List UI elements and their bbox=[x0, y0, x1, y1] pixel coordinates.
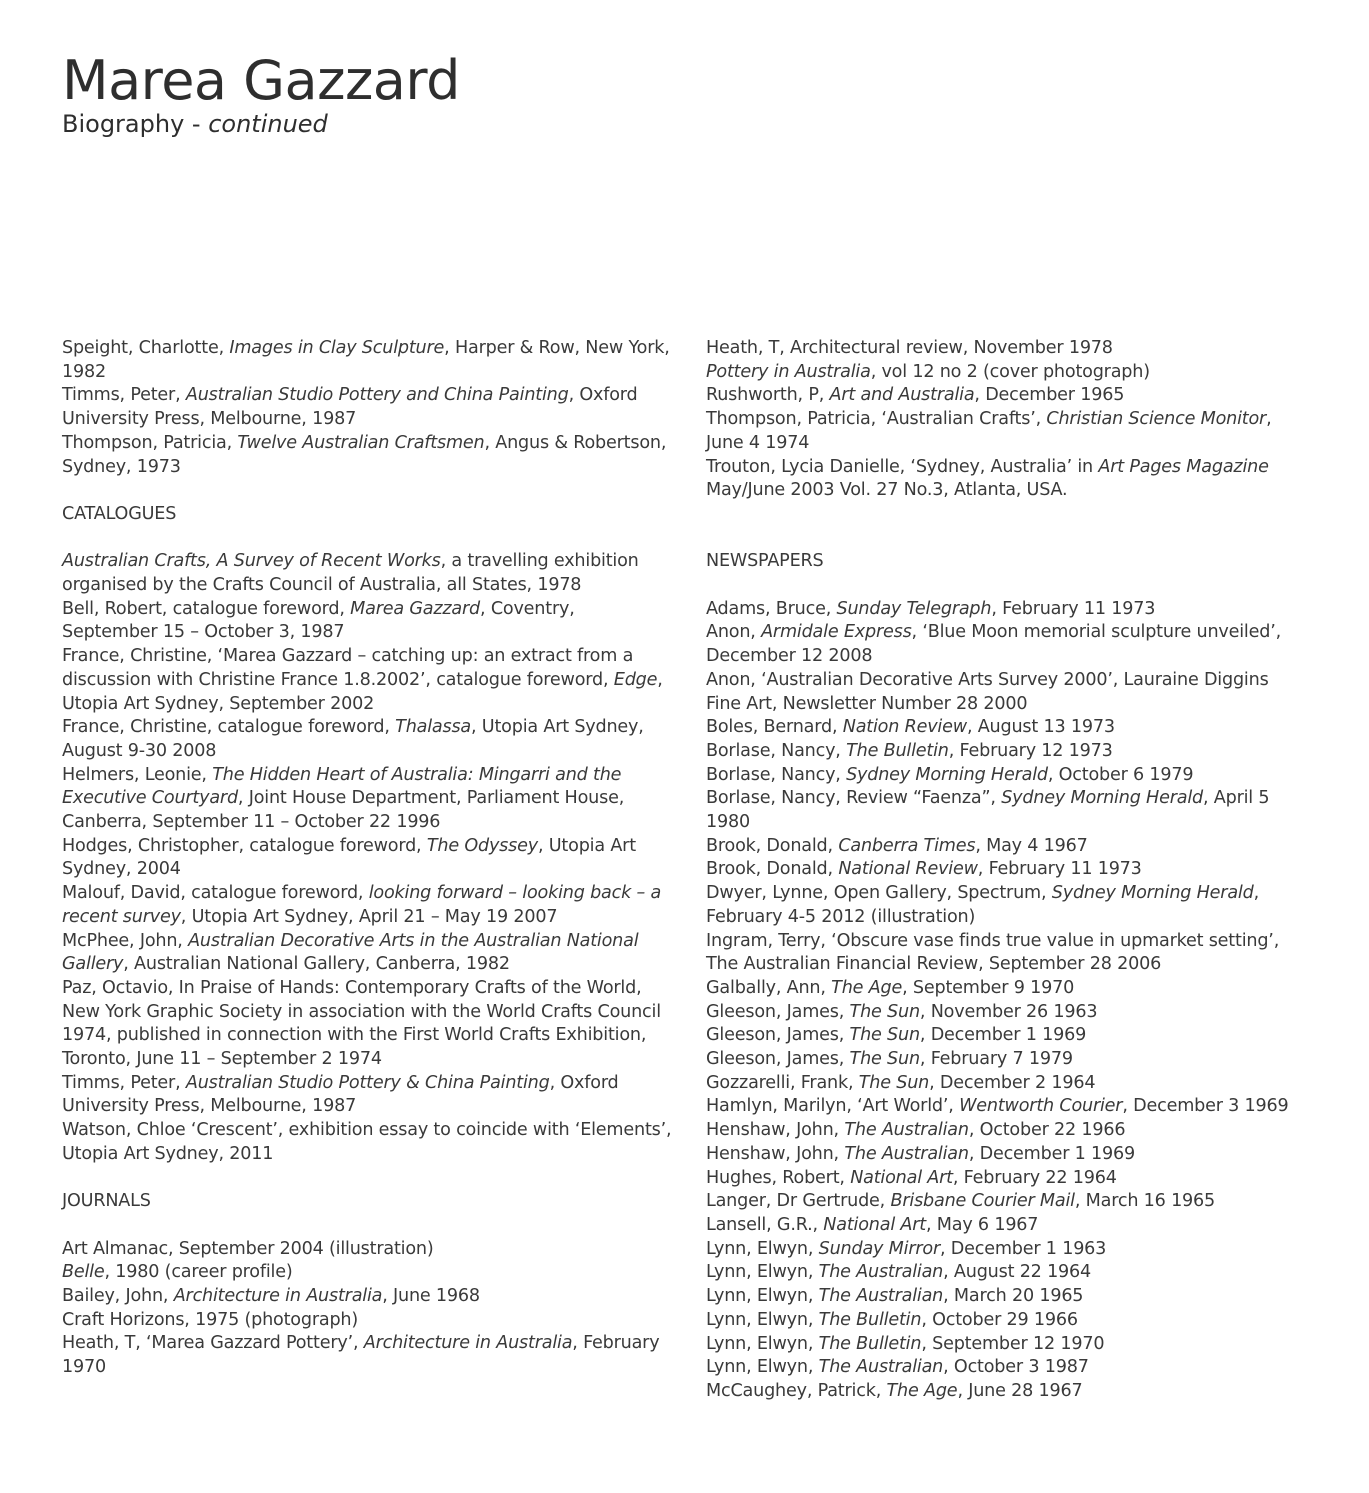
newspapers-list bbox=[706, 598, 1306, 1404]
entry-text: Brook, Donald, bbox=[706, 835, 839, 856]
journals-heading: JOURNALS bbox=[62, 1191, 151, 1212]
entry-text: Speight, Charlotte, bbox=[62, 338, 230, 358]
entry-text: , Utopia Art Sydney, August 9-30 2008 bbox=[62, 717, 644, 761]
entry-text: , Utopia Art Sydney, 2004 bbox=[62, 835, 636, 880]
left-column bbox=[62, 337, 672, 1380]
entry-text: Lansell, G.R., bbox=[706, 1214, 824, 1235]
bibliography-entry bbox=[62, 1072, 672, 1119]
entry-text: , a travelling exhibition organised by the Crafts Council of Australia, all States, 1978 bbox=[62, 551, 639, 595]
entry-text: Helmers, Leonie, bbox=[62, 764, 213, 785]
bibliography-entry bbox=[706, 1380, 1306, 1404]
entry-text: Lynn, Elwyn, bbox=[706, 1262, 819, 1283]
bibliography-entry bbox=[706, 1048, 1306, 1072]
entry-title-italic: Belle bbox=[62, 1262, 105, 1283]
entry-title-italic: Sunday Mirror bbox=[818, 1238, 940, 1259]
entry-text: Dwyer, Lynne, Open Gallery, Spectrum, bbox=[706, 883, 1052, 904]
entry-title-italic: Christian Science Monitor bbox=[1046, 409, 1267, 430]
entry-text: Bailey, John, bbox=[62, 1286, 174, 1307]
bibliography-entry bbox=[62, 716, 672, 763]
bibliography-entry bbox=[62, 882, 672, 929]
entry-text: , May 4 1967 bbox=[975, 835, 1088, 856]
entry-text: Brook, Donald, bbox=[706, 859, 839, 880]
entry-title-italic: Australian Decorative Arts in the Australian National Gallery bbox=[62, 930, 639, 975]
page-subtitle bbox=[62, 110, 460, 138]
entry-title-italic: Canberra Times bbox=[838, 835, 976, 856]
entry-text: France, Christine, ‘Marea Gazzard – catching up: an extract from a discussion with Christine France 1.8.2002’, catalogue foreword, bbox=[62, 646, 634, 690]
entry-title-italic: Australian Studio Pottery and China Painting bbox=[185, 385, 569, 406]
entry-title-italic: Pottery in Australia bbox=[706, 361, 871, 382]
entry-text: Timms, Peter, bbox=[62, 385, 186, 406]
entry-text: Borlase, Nancy, bbox=[706, 740, 847, 761]
entry-title-italic: Marea Gazzard bbox=[350, 598, 481, 619]
bibliography-entry bbox=[706, 787, 1306, 834]
entry-text: , February 7 1979 bbox=[919, 1049, 1073, 1070]
bibliography-entry bbox=[62, 384, 672, 431]
entry-text: Henshaw, John, bbox=[706, 1120, 845, 1141]
entry-title-italic: Art Pages Magazine bbox=[1098, 456, 1269, 477]
entry-text: Langer, Dr Gertrude, bbox=[706, 1191, 891, 1212]
entry-text: , February 4-5 2012 (illustration) bbox=[706, 883, 1259, 927]
entry-text: , December 3 1969 bbox=[1122, 1096, 1289, 1117]
bibliography-entry bbox=[706, 1119, 1306, 1143]
bibliography-entry bbox=[62, 598, 672, 645]
entry-title-italic: Architecture in Australia bbox=[363, 1333, 573, 1354]
entry-title-italic: Thalassa bbox=[395, 717, 472, 738]
entry-title-italic: Wentworth Courier bbox=[959, 1096, 1123, 1117]
entry-text: , May 6 1967 bbox=[925, 1214, 1039, 1235]
entry-title-italic: Australian Studio Pottery & China Painting bbox=[185, 1072, 550, 1093]
entry-text: Lynn, Elwyn, bbox=[706, 1333, 819, 1354]
bibliography-entry bbox=[62, 1261, 672, 1285]
entry-text: France, Christine, catalogue foreword, bbox=[62, 717, 396, 738]
entry-text: , Utopia Art Sydney, September 2002 bbox=[62, 669, 663, 714]
entry-title-italic: The Sun bbox=[849, 1025, 920, 1046]
entry-title-italic: The Sun bbox=[849, 1049, 920, 1070]
bibliography-entry bbox=[706, 456, 1306, 503]
entry-text: Watson, Chloe ‘Crescent’, exhibition essay to coincide with ‘Elements’, Utopia Art Sydney, 2011 bbox=[62, 1120, 672, 1164]
entry-text: , Joint House Department, Parliament House, Canberra, September 11 – October 22 1996 bbox=[62, 788, 625, 833]
entry-text: , vol 12 no 2 (cover photograph) bbox=[870, 361, 1150, 382]
entry-text: , ‘Blue Moon memorial sculpture unveiled’, December 12 2008 bbox=[706, 622, 1281, 667]
entry-text: , October 29 1966 bbox=[921, 1309, 1078, 1330]
entry-text: , October 22 1966 bbox=[968, 1120, 1126, 1141]
entry-text: Heath, T, Architectural review, November 1978 bbox=[706, 338, 1113, 358]
entry-text: , August 13 1973 bbox=[966, 717, 1115, 738]
entry-title-italic: The Australian bbox=[844, 1143, 969, 1164]
entry-text: , September 9 1970 bbox=[902, 977, 1075, 998]
entry-text: Lynn, Elwyn, bbox=[706, 1286, 819, 1307]
entry-text: Trouton, Lycia Danielle, ‘Sydney, Australia’ in bbox=[706, 456, 1099, 477]
bibliography-entry bbox=[706, 1024, 1306, 1048]
entry-title-italic: The Australian bbox=[844, 1120, 969, 1141]
bibliography-entry bbox=[62, 930, 672, 977]
entry-title-italic: Architecture in Australia bbox=[173, 1286, 383, 1307]
entry-text: , June 1968 bbox=[382, 1286, 480, 1307]
entry-text: Adams, Bruce, bbox=[706, 598, 837, 619]
bibliography-entry bbox=[62, 1332, 672, 1379]
bibliography-entry bbox=[706, 1333, 1306, 1357]
entry-text: Ingram, Terry, ‘Obscure vase finds true value in upmarket setting’, The Australian Financial Review, September 28 2006 bbox=[706, 930, 1280, 975]
bibliography-entry bbox=[706, 621, 1306, 668]
bibliography-entry bbox=[706, 1309, 1306, 1333]
entry-text: Art Almanac, September 2004 (illustration) bbox=[62, 1238, 434, 1259]
entry-text: Hughes, Robert, bbox=[706, 1167, 851, 1188]
entry-text: Malouf, David, catalogue foreword, bbox=[62, 883, 369, 904]
entry-text: , November 26 1963 bbox=[919, 1001, 1098, 1022]
bibliography-entry bbox=[706, 882, 1306, 929]
entry-text: May/June 2003 Vol. 27 No.3, Atlanta, USA. bbox=[706, 480, 1068, 501]
bibliography-entry bbox=[62, 645, 672, 716]
right-column bbox=[706, 337, 1306, 1404]
entry-text: , Oxford University Press, Melbourne, 1987 bbox=[62, 1072, 619, 1117]
entry-title-italic: The Australian bbox=[818, 1262, 944, 1283]
bibliography-entry bbox=[706, 740, 1306, 764]
entry-text: , Oxford University Press, Melbourne, 1987 bbox=[62, 385, 638, 430]
catalogues-list bbox=[62, 550, 672, 1166]
entry-title-italic: The Bulletin bbox=[818, 1333, 922, 1354]
bibliography-entry bbox=[706, 835, 1306, 859]
bibliography-entry bbox=[62, 1119, 672, 1166]
entry-text: Henshaw, John, bbox=[706, 1143, 845, 1164]
entry-text: Thompson, Patricia, bbox=[62, 432, 238, 453]
entry-text: , Angus & Robertson, Sydney, 1973 bbox=[62, 432, 667, 477]
bibliography-entry bbox=[706, 1356, 1306, 1380]
subtitle-continued: continued bbox=[208, 110, 328, 138]
bibliography-entry bbox=[62, 337, 672, 384]
entry-text: Lynn, Elwyn, bbox=[706, 1309, 819, 1330]
entry-title-italic: The Australian bbox=[818, 1357, 944, 1378]
entry-title-italic: Brisbane Courier Mail bbox=[890, 1191, 1075, 1212]
entry-title-italic: The Age bbox=[886, 1380, 958, 1401]
entry-text: , March 20 1965 bbox=[943, 1286, 1084, 1307]
entry-text: Lynn, Elwyn, bbox=[706, 1238, 819, 1259]
entry-text: Craft Horizons, 1975 (photograph) bbox=[62, 1309, 359, 1330]
entry-title-italic: Twelve Australian Craftsmen bbox=[237, 432, 485, 453]
entry-text: , December 1 1969 bbox=[968, 1143, 1135, 1164]
entry-text: , October 3 1987 bbox=[943, 1357, 1089, 1378]
entry-text: , June 28 1967 bbox=[957, 1380, 1083, 1401]
bibliography-entry bbox=[62, 764, 672, 835]
entry-text: , December 1965 bbox=[974, 385, 1125, 406]
entry-text: Boles, Bernard, bbox=[706, 717, 843, 738]
bibliography-entry bbox=[706, 1095, 1306, 1119]
entry-title-italic: The Bulletin bbox=[818, 1309, 922, 1330]
bibliography-entry bbox=[706, 1167, 1306, 1191]
entry-title-italic: National Review bbox=[838, 859, 978, 880]
entry-text: Gleeson, James, bbox=[706, 1001, 850, 1022]
entry-text: Bell, Robert, catalogue foreword, bbox=[62, 598, 351, 619]
bibliography-entry bbox=[62, 1309, 672, 1333]
entry-title-italic: Nation Review bbox=[842, 717, 967, 738]
bibliography-entry bbox=[706, 384, 1306, 408]
entry-text: Galbally, Ann, bbox=[706, 977, 832, 998]
entry-title-italic: Australian Crafts, A Survey of Recent Works bbox=[62, 551, 441, 572]
entry-title-italic: The Sun bbox=[849, 1001, 920, 1022]
entry-title-italic: The Australian bbox=[818, 1286, 944, 1307]
entry-title-italic: The Bulletin bbox=[846, 740, 949, 761]
entry-text: , September 12 1970 bbox=[921, 1333, 1105, 1354]
entry-text: Thompson, Patricia, ‘Australian Crafts’, bbox=[706, 409, 1047, 430]
entry-title-italic: Sydney Morning Herald bbox=[1001, 788, 1203, 809]
entry-text: McCaughey, Patrick, bbox=[706, 1380, 887, 1401]
bibliography-entry bbox=[706, 977, 1306, 1001]
bibliography-entry bbox=[62, 1285, 672, 1309]
bibliography-entry bbox=[706, 361, 1306, 385]
entry-text: Gleeson, James, bbox=[706, 1025, 850, 1046]
bibliography-entry bbox=[706, 1214, 1306, 1238]
bibliography-entry bbox=[706, 764, 1306, 788]
bibliography-entry bbox=[706, 716, 1306, 740]
entry-text: Anon, ‘Australian Decorative Arts Survey 2000’, Lauraine Diggins Fine Art, Newsletter Number 28 2000 bbox=[706, 669, 1269, 714]
bibliography-entry bbox=[706, 1001, 1306, 1025]
entry-title-italic: The Odyssey bbox=[426, 835, 538, 856]
entry-title-italic: Sunday Telegraph bbox=[836, 598, 992, 619]
entry-text: McPhee, John, bbox=[62, 930, 189, 951]
entry-text: Timms, Peter, bbox=[62, 1072, 186, 1093]
entry-text: , December 1 1969 bbox=[919, 1025, 1087, 1046]
entry-text: Heath, T, ‘Marea Gazzard Pottery’, bbox=[62, 1333, 364, 1354]
entry-title-italic: National Art bbox=[823, 1214, 926, 1235]
bibliography-entry bbox=[62, 550, 672, 597]
bibliography-entry bbox=[706, 669, 1306, 716]
entry-title-italic: looking forward – looking back – a recent survey bbox=[62, 883, 662, 927]
entry-text: , March 16 1965 bbox=[1074, 1191, 1216, 1212]
entry-title-italic: Edge bbox=[613, 669, 658, 690]
entry-text: , October 6 1979 bbox=[1047, 764, 1194, 785]
page-title: Marea Gazzard bbox=[62, 49, 460, 112]
entry-text: , February 12 1973 bbox=[948, 740, 1113, 761]
bibliography-entry bbox=[706, 1238, 1306, 1262]
entry-text: Gleeson, James, bbox=[706, 1049, 850, 1070]
entry-title-italic: The Hidden Heart of Australia: Mingarri and the Executive Courtyard bbox=[62, 764, 622, 809]
entry-text: , December 1 1963 bbox=[940, 1238, 1107, 1259]
journals-cont-list bbox=[706, 337, 1306, 503]
entry-text: , February 1970 bbox=[62, 1333, 660, 1378]
page-header bbox=[62, 50, 460, 138]
bibliography-entry bbox=[706, 1190, 1306, 1214]
journals-list bbox=[62, 1238, 672, 1380]
bibliography-entry bbox=[706, 1072, 1306, 1096]
entry-text: , Australian National Gallery, Canberra, 1982 bbox=[123, 954, 510, 975]
books-list bbox=[62, 337, 672, 479]
entry-title-italic: Images in Clay Sculpture bbox=[229, 338, 445, 358]
entry-text: , February 11 1973 bbox=[977, 859, 1142, 880]
entry-text: , Harper & Row, New York, 1982 bbox=[62, 338, 670, 382]
bibliography-entry bbox=[62, 835, 672, 882]
entry-text: , August 22 1964 bbox=[943, 1262, 1092, 1283]
entry-text: Lynn, Elwyn, bbox=[706, 1357, 819, 1378]
entry-text: , February 11 1973 bbox=[991, 598, 1156, 619]
entry-title-italic: The Age bbox=[831, 977, 903, 998]
entry-title-italic: National Art bbox=[850, 1167, 953, 1188]
newspapers-heading: NEWSPAPERS bbox=[706, 551, 824, 572]
entry-text: Hodges, Christopher, catalogue foreword, bbox=[62, 835, 427, 856]
entry-text: , Coventry, September 15 – October 3, 1987 bbox=[62, 598, 575, 643]
entry-text: , June 4 1974 bbox=[706, 409, 1272, 453]
entry-text: Rushworth, P, bbox=[706, 385, 830, 406]
bibliography-entry bbox=[706, 1261, 1306, 1285]
entry-text: , Utopia Art Sydney, April 21 – May 19 2007 bbox=[180, 906, 558, 927]
catalogues-heading: CATALOGUES bbox=[62, 503, 177, 524]
entry-text: Paz, Octavio, In Praise of Hands: Contemporary Crafts of the World, New York Graphic Society in association with the World Crafts Council 1974, published in connection with the First World Crafts Exhibition, Toronto, June 11 – September 2 1974 bbox=[62, 977, 661, 1070]
bibliography-entry bbox=[62, 977, 672, 1072]
entry-text: Anon, bbox=[706, 622, 762, 643]
entry-text: , February 22 1964 bbox=[952, 1167, 1117, 1188]
bibliography-entry bbox=[706, 1285, 1306, 1309]
entry-title-italic: Sydney Morning Herald bbox=[846, 764, 1048, 785]
entry-text: Gozzarelli, Frank, bbox=[706, 1072, 859, 1093]
entry-text: , December 2 1964 bbox=[929, 1072, 1096, 1093]
bibliography-entry bbox=[706, 337, 1306, 361]
bibliography-entry bbox=[706, 930, 1306, 977]
entry-text: , April 5 1980 bbox=[706, 788, 1270, 833]
entry-text: Borlase, Nancy, bbox=[706, 764, 847, 785]
entry-text: Hamlyn, Marilyn, ‘Art World’, bbox=[706, 1096, 960, 1117]
entry-title-italic: Sydney Morning Herald bbox=[1051, 883, 1254, 904]
bibliography-entry bbox=[62, 1238, 672, 1262]
entry-title-italic: Armidale Express bbox=[761, 622, 912, 643]
entry-text: , 1980 (career profile) bbox=[104, 1262, 293, 1283]
bibliography-entry bbox=[706, 1143, 1306, 1167]
bibliography-entry bbox=[62, 432, 672, 479]
entry-title-italic: Art and Australia bbox=[829, 385, 975, 406]
bibliography-entry bbox=[706, 598, 1306, 622]
bibliography-entry bbox=[706, 858, 1306, 882]
subtitle-text: Biography - bbox=[62, 110, 209, 138]
entry-text: Borlase, Nancy, Review “Faenza”, bbox=[706, 788, 1002, 809]
bibliography-entry bbox=[706, 408, 1306, 455]
entry-title-italic: The Sun bbox=[858, 1072, 930, 1093]
